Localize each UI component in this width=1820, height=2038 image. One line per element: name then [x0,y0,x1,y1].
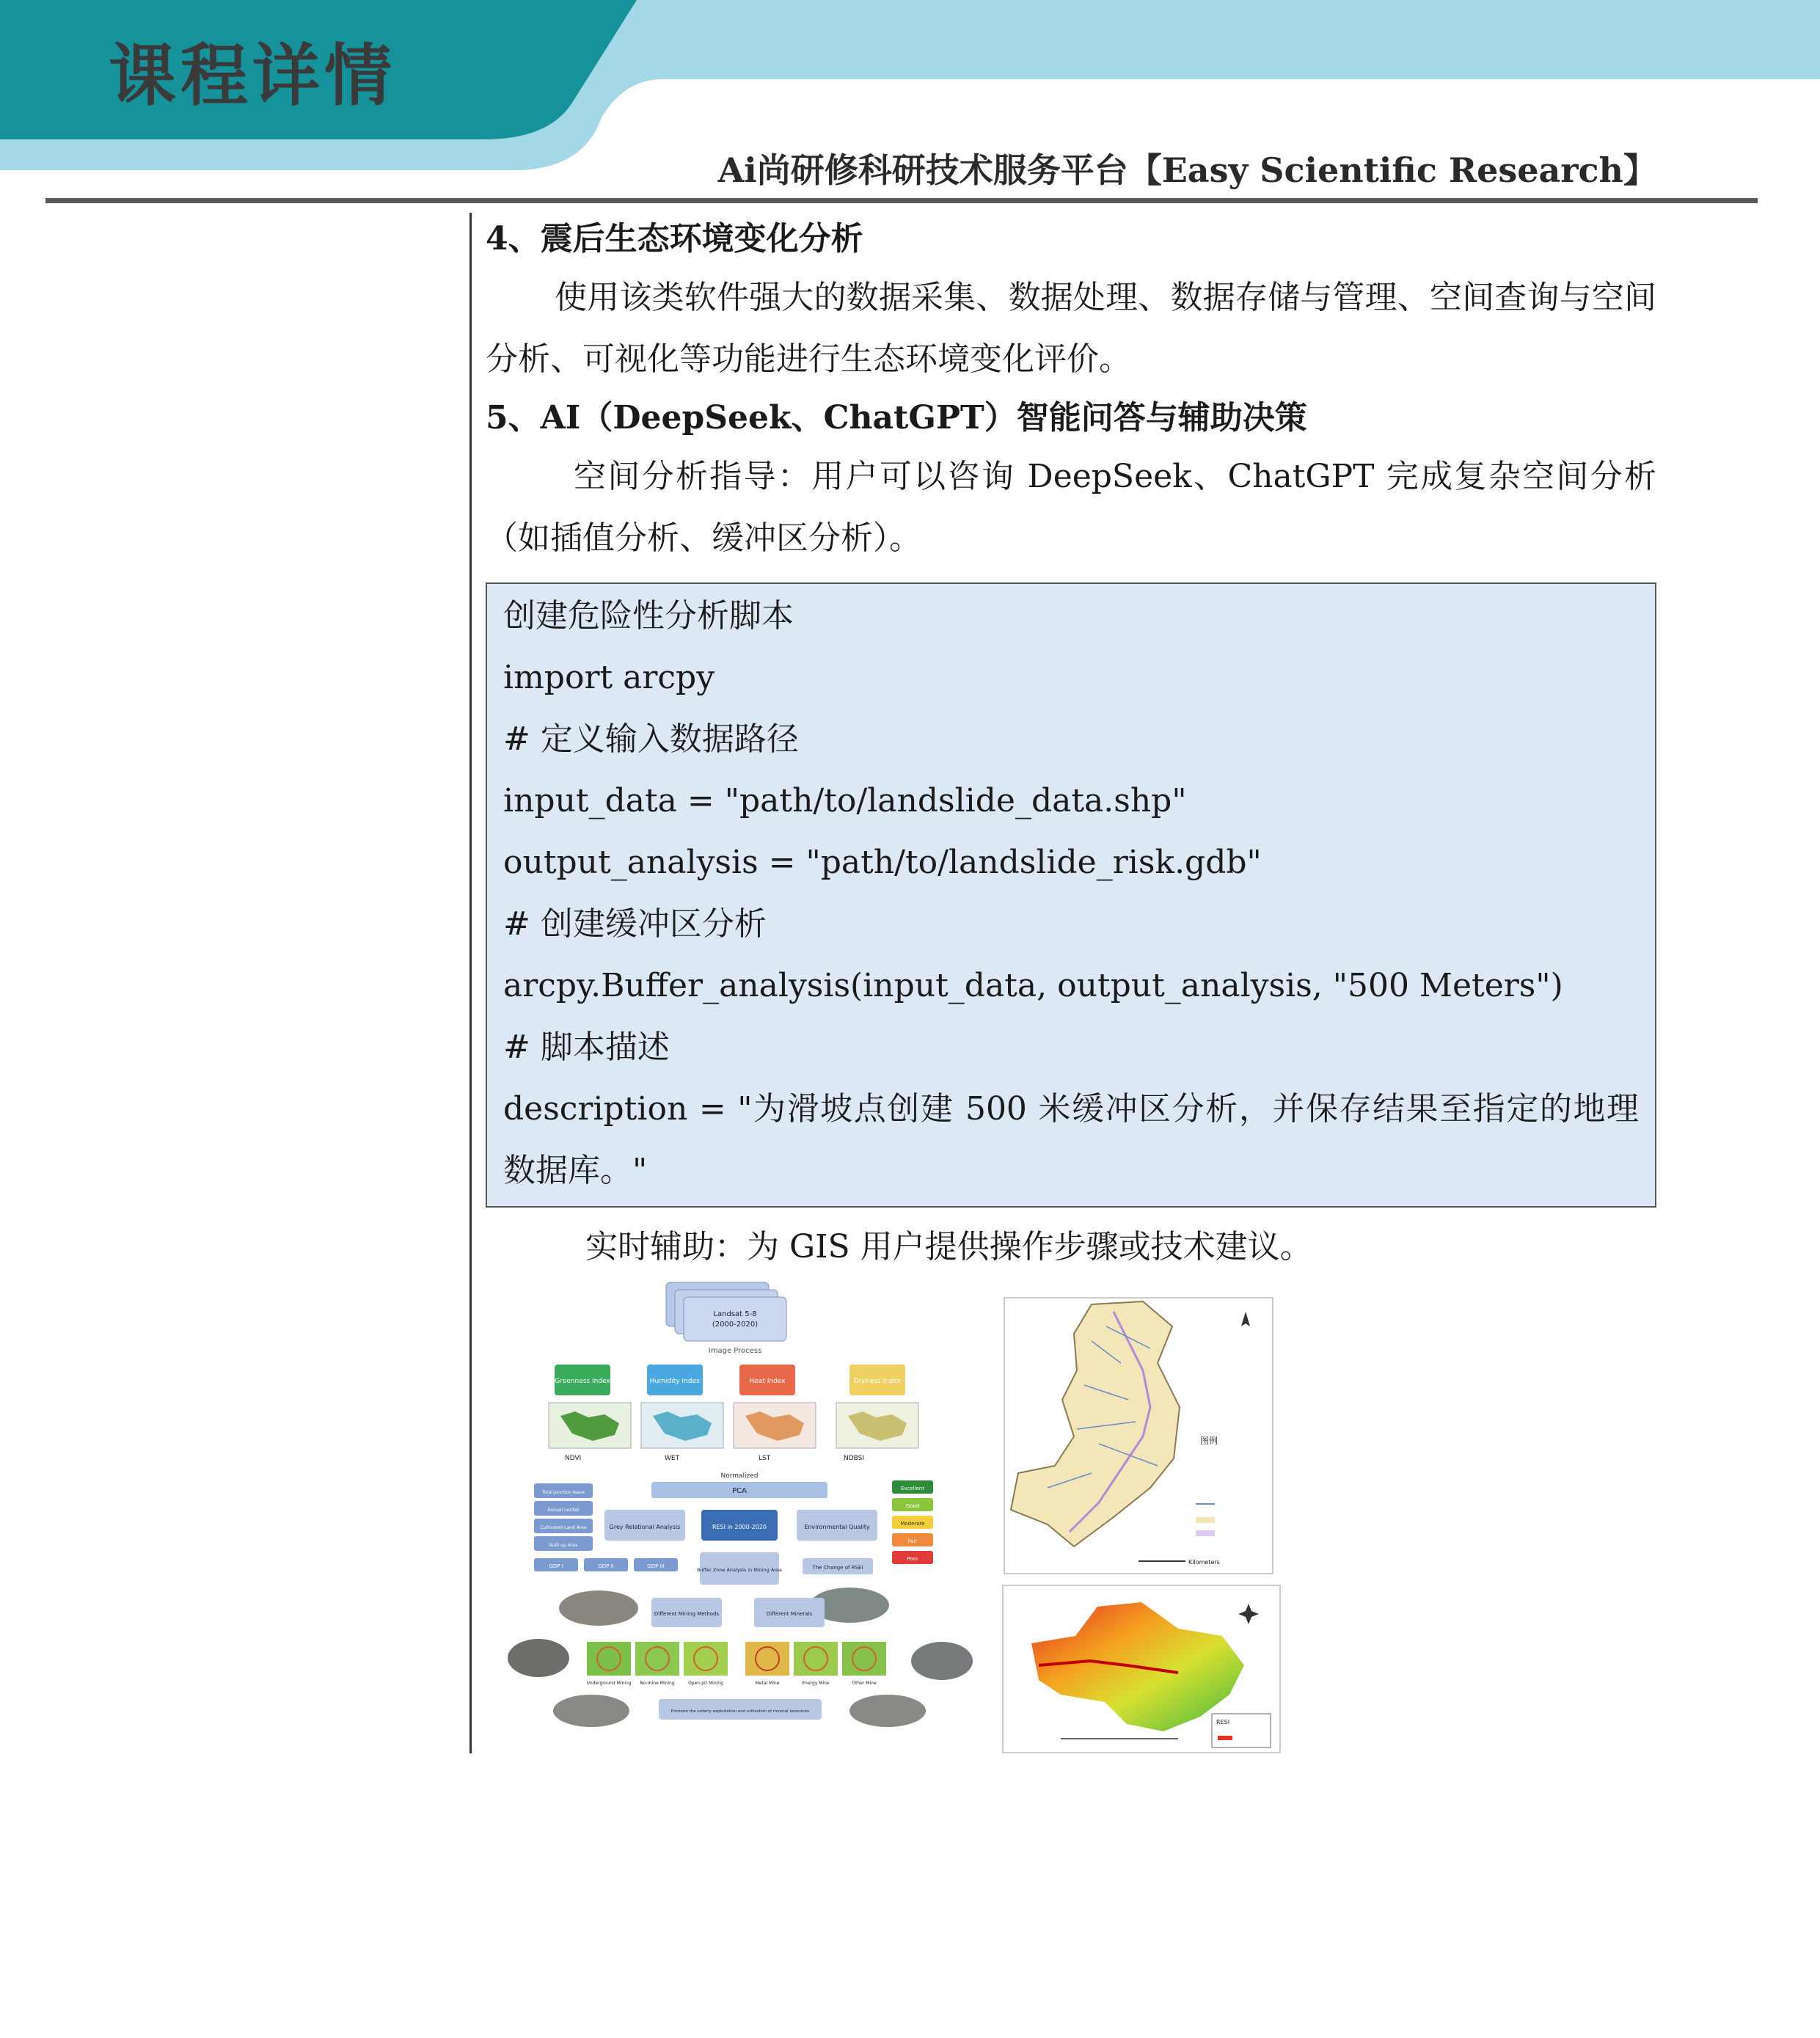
gdp-label: GDP III [647,1563,665,1569]
mining-type-label: Open-pit Mining [688,1681,723,1686]
mining-type-label: No-mine Mining [640,1681,675,1686]
section-5-heading: 5、AI（DeepSeek、ChatGPT）智能问答与辅助决策 [486,399,1307,437]
image-process-label: Image Process [708,1347,762,1355]
code-line: input_data = "path/to/landslide_data.shp" [503,782,1187,819]
index-label: Heat Index [749,1378,786,1385]
left-margin-rule [469,213,472,1753]
landsat-years: (2000-2020) [712,1321,759,1329]
grey-label: Grey Relational Analysis [609,1524,681,1530]
mining-label: Different Mining Methods [654,1611,720,1617]
map1-legend-title: 图例 [1200,1436,1218,1446]
code-line: output_analysis = "path/to/landslide_risk.gdb" [503,844,1262,881]
env-label: Environmental Quality [804,1524,870,1530]
section-4-body: 使用该类软件强大的数据采集、数据处理、数据存储与管理、空间查询与空间分析、可视化等功能进行生态环境变化评价。 [486,279,1656,378]
minerals-label: Different Minerals [766,1611,813,1617]
code-box [486,582,1656,1208]
mining-type-label: Other Mine [852,1681,877,1686]
code-line: # 脚本描述 [503,1029,670,1066]
factor-label: Built-up Area [549,1543,578,1548]
mining-type-label: Energy Mine [802,1681,830,1686]
index-boxes [555,1365,905,1395]
code-line: # 定义输入数据路径 [503,720,799,758]
code-line: # 创建缓冲区分析 [503,905,767,943]
section-5-body: 空间分析指导：用户可以咨询 DeepSeek、ChatGPT 完成复杂空间分析（如插值分析、缓冲区分析）。 [486,458,1656,557]
map1-scale-label: Kilometers [1188,1559,1220,1566]
thumb-label: NDVI [565,1455,582,1462]
code-line: description = "为滑坡点创建 500 米缓冲区分析，并保存结果至指定的地理数据库。" [503,1090,1639,1189]
grade-label: Fair [907,1538,918,1544]
flowchart-figure [505,1277,974,1731]
left-factor-boxes [534,1483,593,1551]
gdp-label: GDP I [549,1563,563,1569]
gdp-boxes [534,1558,678,1571]
resi-heatmap-figure [1002,1585,1281,1753]
realtime-assist-text: 实时辅助：为 GIS 用户提供操作步骤或技术建议。 [585,1228,1312,1265]
code-line: arcpy.Buffer_analysis(input_data, output_analysis, "500 Meters") [503,967,1563,1004]
mining-type-labels [586,1681,877,1686]
index-map-thumbnails [549,1403,918,1462]
factor-label: Cultivated Land Area [540,1525,587,1530]
normalized-label: Normalized [720,1472,759,1480]
banner-title: 课程详情 [109,37,397,115]
platform-name: Ai尚研修科研技术服务平台【Easy Scientific Research】 [717,150,1657,190]
grade-label: Good [905,1503,920,1509]
section-4-heading: 4、震后生态环境变化分析 [486,220,863,258]
mining-type-label: Underground Mining [586,1681,632,1686]
footer-label: Promote the orderly exploitation and utilization of mineral resources [670,1709,810,1714]
resi-label: RESI in 2000-2020 [712,1524,767,1530]
thumb-label: NDBSI [844,1455,865,1462]
header-divider [45,198,1758,203]
index-label: Greenness Index [555,1378,610,1385]
watershed-map-figure [1004,1297,1273,1574]
mining-type-label: Metal Mine [755,1681,780,1686]
pca-label: PCA [732,1487,747,1495]
grade-label: Excellent [901,1486,924,1491]
grade-label: Poor [907,1556,918,1562]
buffer-ring-thumbnails [587,1642,886,1676]
code-line: import arcpy [503,659,715,696]
grade-label: Moderate [900,1521,925,1527]
buffer-label: Buffer Zone Analysis in Mining Area [697,1567,782,1573]
main-content [486,211,1656,1278]
index-label: Dryness Index [853,1378,902,1385]
change-label: The Change of RSEI [812,1565,863,1571]
factor-label: Total junction leave [541,1490,585,1495]
gdp-label: GDP II [598,1563,614,1569]
index-label: Humidity Index [649,1378,701,1385]
map2-legend-title: RESI [1216,1719,1230,1725]
factor-label: Annual rainfall [547,1508,580,1513]
landsat-label: Landsat 5-8 [713,1310,757,1318]
grade-boxes [892,1480,933,1564]
thumb-label: WET [665,1455,680,1462]
code-line: 创建危险性分析脚本 [503,597,794,635]
thumb-label: LST [759,1455,771,1462]
